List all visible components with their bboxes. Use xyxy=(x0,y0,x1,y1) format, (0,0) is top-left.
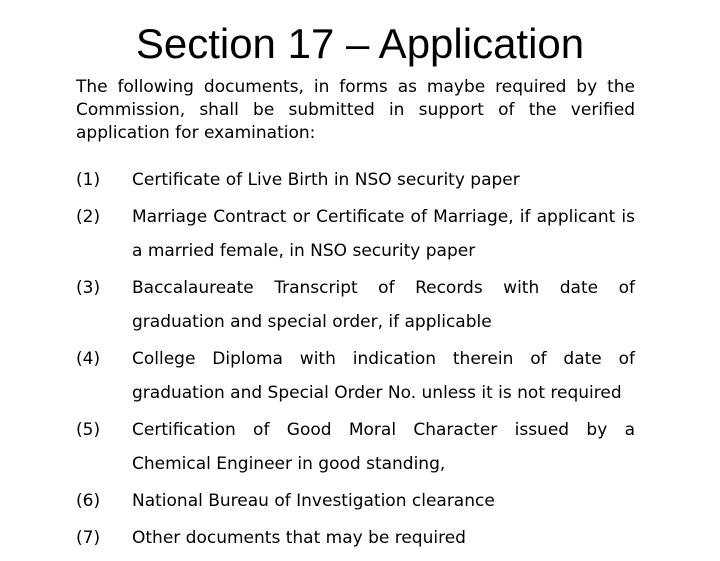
list-item-text: Baccalaureate Transcript of Records with date of graduation and special order, if applicable xyxy=(132,278,635,332)
list-item-text: National Bureau of Investigation clearance xyxy=(132,491,495,511)
list-item-text: College Diploma with indication therein of date of graduation and Special Order No. unless it is not required xyxy=(132,349,635,403)
list-item-number: (5) xyxy=(76,420,101,440)
list-item-5 xyxy=(76,416,635,481)
required-documents-list xyxy=(76,166,635,561)
list-item-2 xyxy=(76,203,635,268)
list-item-text: Marriage Contract or Certificate of Marriage, if applicant is a married female, in NSO security paper xyxy=(132,207,635,261)
intro-paragraph: The following documents, in forms as maybe required by the Commission, shall be submitted in support of the verified application for examination: xyxy=(76,77,635,143)
list-item-text: Certification of Good Moral Character issued by a Chemical Engineer in good standing, xyxy=(132,420,635,474)
list-item-3 xyxy=(76,274,635,339)
list-item-number: (3) xyxy=(76,278,101,298)
list-item-text: Other documents that may be required xyxy=(132,528,466,548)
list-item-number: (7) xyxy=(76,528,101,548)
list-item-1 xyxy=(76,166,635,197)
list-item-number: (2) xyxy=(76,207,101,227)
list-item-number: (4) xyxy=(76,349,101,369)
list-item-4 xyxy=(76,345,635,410)
list-item-number: (6) xyxy=(76,491,101,511)
list-item-text: Certificate of Live Birth in NSO security paper xyxy=(132,170,520,190)
list-item-6 xyxy=(76,487,635,518)
slide-title: Section 17 – Application xyxy=(135,20,585,67)
list-item-number: (1) xyxy=(76,170,101,190)
